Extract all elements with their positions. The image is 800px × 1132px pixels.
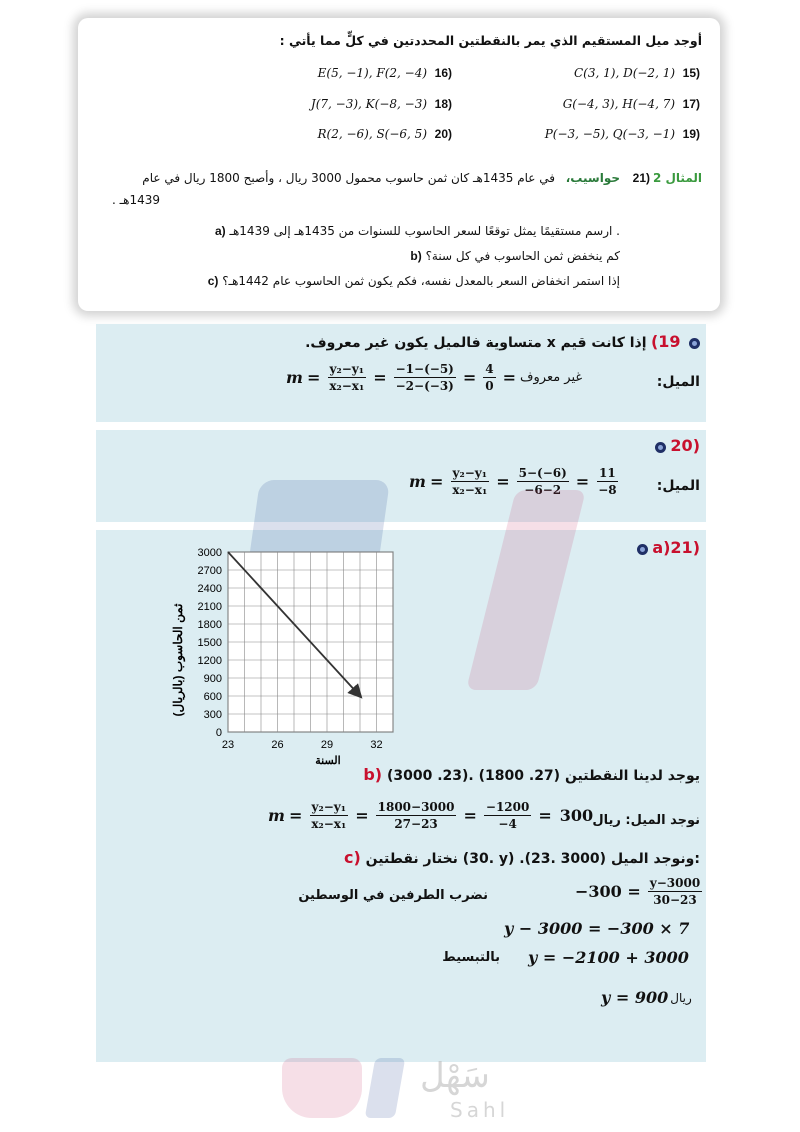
equation-1: −300 = $\frac{y-3000}{30-23}$ [575,876,701,907]
equation-2: y − 3000 = −300 × 7 [504,919,690,938]
example-tag: المثال 2 [652,171,702,185]
exercise-19: P(−3, −5), Q(−3, −1) 19) [544,127,700,141]
problem-topic: حواسيب، [565,171,620,185]
solution-20-panel [96,430,706,522]
x-axis-label: السنة [315,755,341,767]
bullet-icon [637,544,648,555]
part-a: a) ارسم مستقيمًا يمثل توقعًا لسعر الحاسوب للسنوات من 1435هـ إلى 1439هـ . [214,224,620,238]
exercise-15: C(3, 1), D(−2, 1) 15) [574,66,700,80]
y-tick-label: 900 [203,673,222,685]
equation-3: y = −2100 + 3000 [528,948,689,967]
slope-label-20: الميل: [656,478,700,494]
y-tick-label: 1200 [197,655,222,667]
y-tick-label: 1500 [197,637,222,649]
y-tick-label: 1800 [197,619,222,631]
exercise-16: E(5, −1), F(2, −4) 16) [317,66,452,80]
find-slope-text: نوجد الميل: ريال [592,813,700,828]
bullet-icon [655,442,666,453]
y-tick-label: 600 [203,691,222,703]
solution-19-panel [96,324,706,422]
y-tick-label: 300 [203,709,222,721]
simplify-text: بالتبسيط [442,950,500,965]
textbook-excerpt [78,18,720,311]
part-b: b) كم ينخفض ثمن الحاسوب في كل سنة؟ [410,249,620,263]
instruction-text: أوجد ميل المستقيم الذي يمر بالنقطتين المحددتين في كلٍّ مما يأتي : [279,33,702,48]
y-axis-label: ثمن الحاسوب (بالريال) [171,603,185,717]
watermark-arabic: سَهْل [420,1056,490,1096]
solution-21c-statement: c) نختار نقطتين (30. y) .(23. 3000) ونوجد الميل: [344,848,700,867]
price-line-chart [168,542,428,772]
x-tick-label: 23 [221,739,235,751]
solution-19-header: 19) إذا كانت قيم x متساوية فالميل يكون غير معروف. [305,332,700,351]
y-tick-label: 2100 [197,601,222,613]
solution-20-header: 20) [651,436,700,455]
watermark-logo-icon [365,1058,406,1118]
watermark-latin: Sahl [450,1098,510,1122]
x-tick-label: 32 [370,739,383,751]
slope-label-19: الميل: [656,374,700,390]
solution-21b-statement: b) يوجد لدينا النقطتين (27. 1800) .(23. 3000) [363,765,700,784]
y-tick-label: 2700 [197,565,222,577]
problem-text-line2: 1439هـ . [111,193,160,207]
exercise-18: J(7, −3), K(−8, −3) 18) [310,97,452,111]
exercise-17: G(−4, 3), H(−4, 7) 17) [562,97,700,111]
slope-formula-21: m = $\frac{\text{y₂−y₁}}{\text{x₂−x₁}}$ = $\frac{1800-3000}{27-23}$ = $\frac{-1200}{-4}$ = 300 [268,800,594,831]
watermark-logo-icon [282,1058,362,1118]
problem-text-line1: في عام 1435هـ كان ثمن حاسوب محمول 3000 ريال ، وأصبح 1800 ريال في عام [142,171,555,185]
part-c: c) إذا استمر انخفاض السعر بالمعدل نفسه، فكم يكون ثمن الحاسوب عام 1442هـ؟ [207,274,620,288]
slope-formula-20: m = $\frac{\text{y₂−y₁}}{\text{x₂−x₁}}$ = $\frac{5-(-6)}{-6-2}$ = $\frac{11}{-8}$ [409,466,617,497]
bullet-icon [689,338,700,349]
y-tick-label: 0 [215,727,222,739]
slope-formula-19: m = $\frac{\text{y₂−y₁}}{\text{x₂−x₁}}$ = $\frac{-1-(-5)}{-2-(-3)}$ = $\frac{4}{0}$ = غير معروف [286,362,583,393]
equation-4: y = 900 ريال [601,988,692,1007]
problem-number: 21) [632,171,650,185]
cross-multiply-text: نضرب الطرفين في الوسطين [298,888,488,903]
solution-21-panel [96,530,706,1062]
x-tick-label: 29 [320,739,334,751]
solution-21a-header: a)21) [633,538,700,557]
x-tick-label: 26 [271,739,284,751]
exercise-20: R(2, −6), S(−6, 5) 20) [317,127,452,141]
y-tick-label: 3000 [197,547,222,559]
y-tick-label: 2400 [197,583,222,595]
